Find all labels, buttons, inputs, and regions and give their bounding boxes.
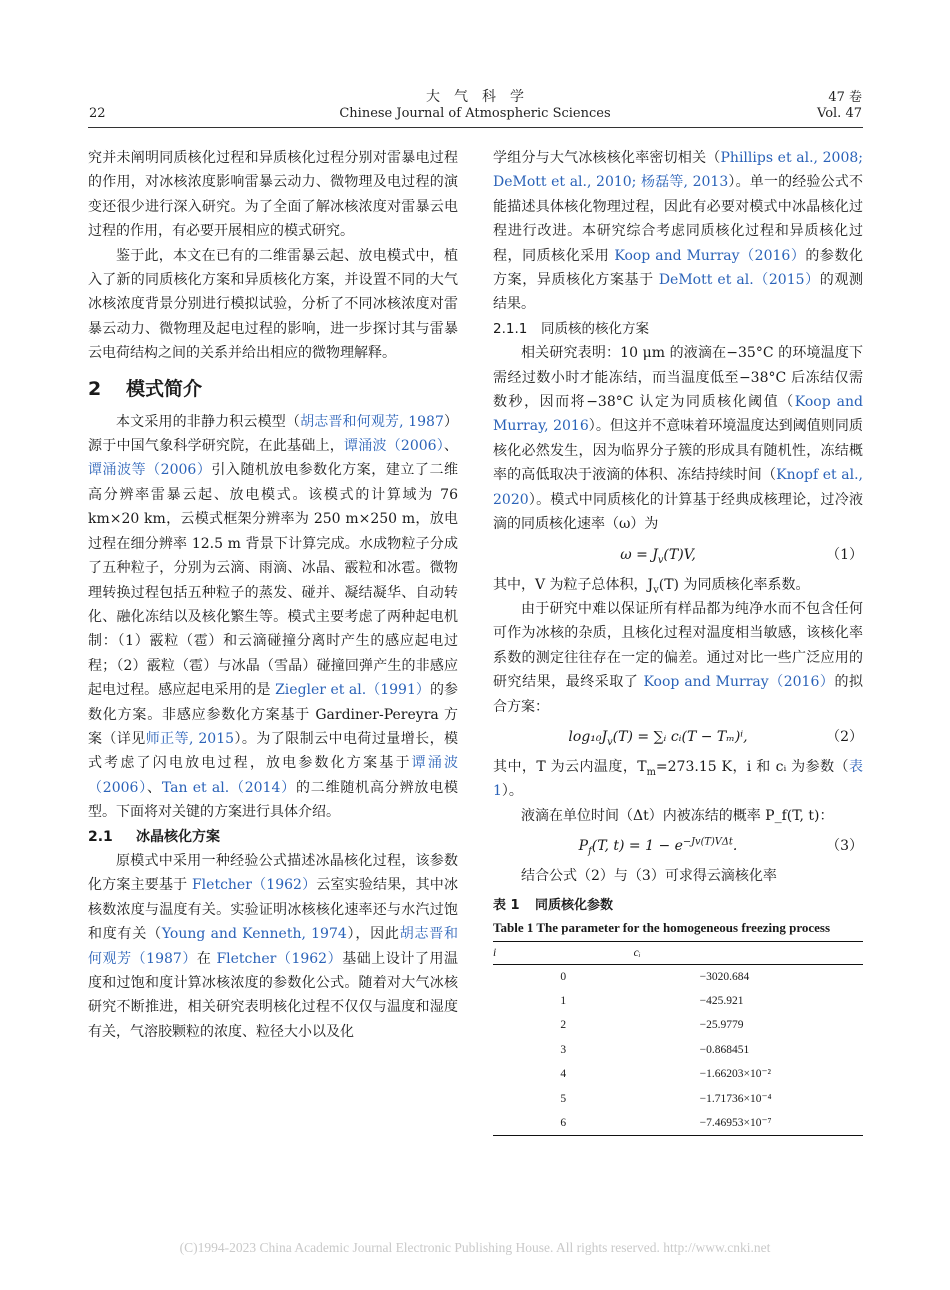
table-row [493,964,863,989]
paragraph: 结合公式（2）与（3）可求得云滴核化率 [521,868,777,885]
paragraph: 鉴于此，本文在已有的二维雷暴云起、放电模式中，植入了新的同质核化方案和异质核化方案，并设置不同的大气冰核浓度背景分别进行模拟试验，分析了不同冰核浓度对雷暴云动力、微物理及起电过程的影响，进一步探讨其与雷暴云电荷结构之间的关系并给出相应的微物理解释。 [88,247,458,362]
paragraph: 相关研究表明：10 μm 的液滴在−35°C 的环境温度下需经过数小时才能冻结，而当温度低至−38°C 后冻结仅需数秒，因而将−38°C 认定为同质核化阈值（Koop and Murray, 2016）。但这并不意味着环境温度达到阈值则同质核化必然发生，因为临界分子簇的形成具有随机性，冻结概率的高低取决于液滴的体积、冻结持续时间（Knopf et al., 2020）。模式中同质核化的计算基于经典成核理论，过冷液滴的同质核化速率（ω）为 [493,345,864,533]
citation-link[interactable]: Koop and Murray（2016） [643,674,835,691]
paragraph: 学组分与大气冰核核化率密切相关（Phillips et al., 2008; DeMott et al., 2010; 杨磊等, 2013）。单一的经验公式不能描述具体核化物理过程，因此有必要对模式中冰晶核化过程进行改进。本研究综合考虑同质核化过程和异质核化过程，同质核化采用 Koop and Murray（2016）的参数化方案，异质核化方案基于 DeMott et al.（2015）的观测结果。 [493,150,864,313]
copyright-footer: (C)1994-2023 China Academic Journal Electronic Publishing House. All rights reserved. http://www.cnki.net [179,1240,771,1255]
citation-link[interactable]: Fletcher（1962） [191,877,317,894]
paragraph: 其中，V 为粒子总体积，$J_v(T)$ 为同质核化率系数。 [493,576,810,596]
volume-cn: 47 卷 [828,90,862,105]
equation-body: $P_f(T$, $t) = 1 - e^{-Jv(T)V\Delta t}$. [578,836,738,857]
citation-link[interactable]: 谭涌波（2006） [344,438,444,455]
citation-link[interactable]: 胡志晋和何观芳, 1987 [300,413,444,430]
table-cell-i: 3 [560,1043,567,1056]
section-title: 模式简介 [126,377,203,400]
equation-body: $\omega = J_v(T)V$, [620,546,696,566]
equation-number: （1） [826,546,863,563]
equation-2 [493,723,863,751]
table-caption-cn [493,895,863,917]
table-cell-i: 5 [560,1092,567,1105]
citation-link[interactable]: 谭涌波（2006） [88,755,459,796]
table-row [493,1062,863,1086]
paragraph: 本文采用的非静力积云模型（胡志晋和何观芳, 1987）源于中国气象科学研究院，在此基础上，谭涌波（2006）、谭涌波等（2006）引入随机放电参数化方案，建立了二维高分辨率雷暴云起、放电模式。该模式的计算域为 76 km×20 km，云模式框架分辨率为 250 m×250 m，放电过程在细分辨率 12.5 m 背景下计算完成。水成物粒子分成了五种粒子，分别为云滴、雨滴、冰晶、霰粒和冰雹。微物理转换过程包括五种粒子的蒸发、碰并、凝结凝华、自动转化、融化冻结以及核化繁生等。模式主要考虑了两种起电机制：（1）霰粒（雹）和云滴碰撞分离时产生的感应起电过程；（2）霰粒（雹）与冰晶（雪晶）碰撞回弹产生的非感应起电过程。感应起电采用的是 Ziegler et al.（1991）的参数化方案。非感应参数化方案基于 Gardiner-Pereyra 方案（详见师正等, 2015）。为了限制云中电荷过量增长，模式考虑了闪电放电过程，放电参数化方案基于谭涌波（2006）、Tan et al.（2014）的二维随机高分辨放电模型。下面将对关键的方案进行具体介绍。 [88,413,459,821]
table-title: 同质核化参数 [535,897,614,913]
page-number: 22 [89,106,106,121]
table-cell-i: 6 [493,1111,634,1136]
table-cell-i: 2 [560,1019,567,1032]
citation-link[interactable]: 师正等, 2015 [145,730,235,747]
table-caption-en: Table 1 The parameter for the homogeneous freezing process [493,919,831,935]
equation-number: （3） [826,838,863,855]
table-cell-i: 0 [560,970,567,983]
table-cell-c: −1.71736×10⁻⁴ [699,1092,772,1105]
subsection-number: 2.1 [88,828,113,845]
subsection-heading [88,825,458,849]
table-row [493,1111,863,1136]
citation-link[interactable]: 谭涌波等（2006） [88,462,212,479]
table-cell-c: −25.9779 [699,1019,744,1032]
citation-link[interactable]: Ziegler et al.（1991） [275,682,430,699]
citation-link[interactable]: Koop and Murray（2016） [614,247,806,264]
table-cell-c: −0.868451 [699,1043,750,1056]
equation-3 [493,832,863,860]
table-number: 表 1 [493,897,520,913]
section-number: 2 [88,377,102,400]
left-column [88,146,458,1044]
citation-link[interactable]: DeMott et al.（2015） [658,272,820,289]
subsubsection-number: 2.1.1 [493,320,528,337]
table-row [493,1013,863,1037]
table-cell-c: −7.46953×10⁻⁷ [634,1111,863,1136]
paragraph: 由于研究中难以保证所有样品都为纯净水而不包含任何可作为冰核的杂质，且核化过程对温度相当敏感，该核化率系数的测定往往存在一定的偏差。通过对比一些广泛应用的研究结果，最终采取了 Koop and Murray（2016）的拟合方案： [493,600,863,715]
right-column [493,146,863,1136]
paragraph: 其中，T 为云内温度，$T_m=273.15$ K，i 和 cᵢ 为参数（表 1）。 [493,758,863,800]
paragraph: 原模式中采用一种经验公式描述冰晶核化过程，该参数化方案主要基于 Fletcher（1962）云室实验结果，其中冰核数浓度与温度有关。实验证明冰核核化速率还与水汽过饱和度有关（Young and Kenneth, 1974），因此胡志晋和何观芳（1987）在 Fletcher（1962）基础上设计了用温度和过饱和度计算冰核浓度的参数化公式。随着对大气冰核研究不断推进，相关研究表明核化过程不仅仅与温度和湿度有关，气溶胶颗粒的浓度、粒径大小以及化 [88,852,459,1040]
parameter-table [493,941,863,1137]
citation-link[interactable]: Tan et al.（2014） [161,779,296,796]
table-row [493,1087,863,1111]
journal-title-en: Chinese Journal of Atmospheric Sciences [339,106,611,121]
table-cell-c: −425.921 [699,994,744,1007]
header-rule [88,127,863,128]
table-cell-i: 1 [560,994,567,1007]
table-cell-c: −3020.684 [699,970,750,983]
citation-link[interactable]: Young and Kenneth, 1974 [161,926,347,943]
journal-title-cn: 大 气 科 学 [426,89,524,105]
citation-link[interactable]: Koop and Murray, 2016 [493,394,863,435]
subsubsection-title: 同质核的核化方案 [541,320,649,337]
equation-body: $\log_{10}J_v(T)$ = ∑ᵢ cᵢ(T − Tₘ)ⁱ, [568,728,748,748]
equation-1 [493,541,863,569]
table-reference-link[interactable]: 表 1 [493,758,863,800]
table-cell-i: 4 [560,1068,567,1081]
volume-en: Vol. 47 [817,106,862,121]
citation-link[interactable]: Fletcher（1962） [216,950,343,967]
table-header-i: i [493,941,634,964]
paragraph: 究并未阐明同质核化过程和异质核化过程分别对雷暴电过程的作用，对冰核浓度影响雷暴云动力、微物理及电过程的演变还很少进行深入研究。为了全面了解冰核浓度对雷暴云电过程的作用，有必要开展相应的模式研究。 [88,150,458,240]
citation-link[interactable]: Knopf et al., 2020 [493,467,864,508]
table-header-c: cᵢ [634,941,863,964]
table-row [493,1038,863,1062]
table-cell-c: −1.66203×10⁻² [699,1068,771,1081]
subsubsection-heading [493,317,863,341]
equation-number: （2） [826,728,863,745]
section-heading [88,374,458,404]
citation-link[interactable]: 胡志晋和何观芳（1987） [88,926,459,967]
subsection-title: 冰晶核化方案 [136,828,220,845]
table-row [493,989,863,1013]
paragraph: 液滴在单位时间（Δt）内被冻结的概率 P_f(T, t)： [521,807,834,824]
citation-link[interactable]: Phillips et al., 2008; DeMott et al., 2010; 杨磊等, 2013 [493,150,863,191]
